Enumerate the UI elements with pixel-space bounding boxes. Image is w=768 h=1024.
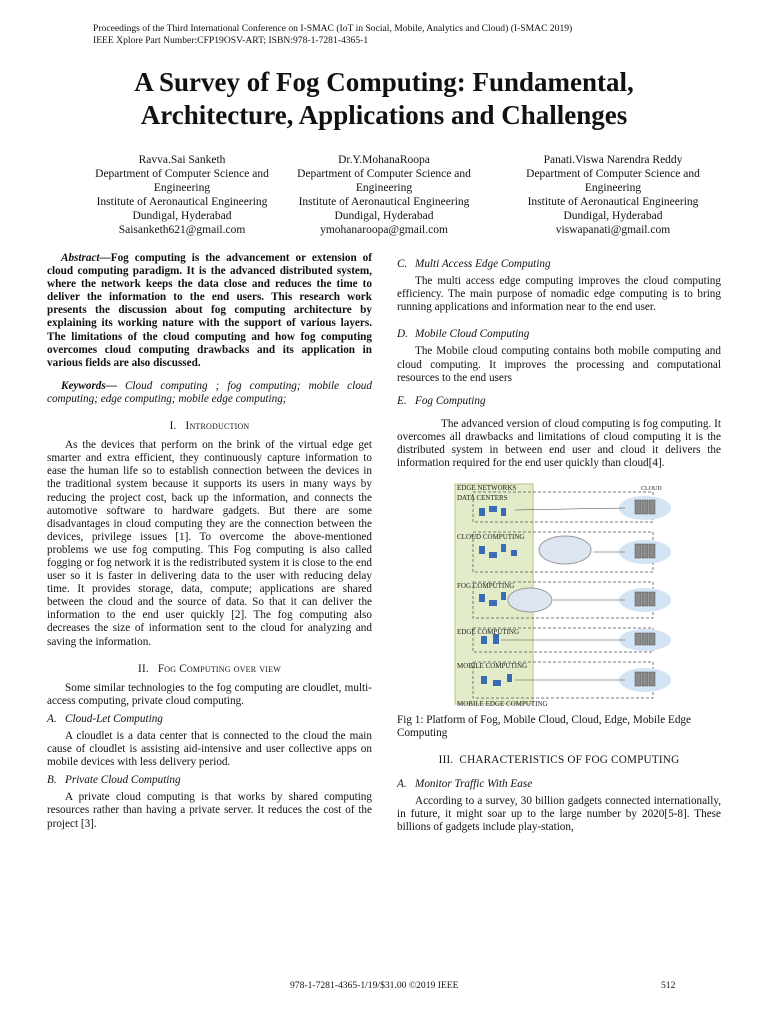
subsection-letter: A. [47, 712, 57, 725]
section-heading-3 [397, 754, 721, 767]
private-cloud-paragraph: A private cloud computing is that works by shared computing resources rather than having a private server. It reduces the cost of the project [3]. [47, 791, 372, 830]
author-email: viswapanati@gmail.com [555, 224, 671, 236]
author-dept-2: Engineering [355, 182, 413, 194]
mec-paragraph: The multi access edge computing improves the cloud computing efficiency. The main purpose of nomadic edge computing is to bring running applications and information near to the end user. [397, 275, 721, 314]
page-number: 512 [661, 980, 676, 991]
title-line-1: A Survey of Fog Computing: Fundamental, [134, 67, 634, 97]
author-block-2 [264, 153, 504, 237]
subsection-heading-a [47, 713, 372, 726]
subsection-letter: C. [397, 258, 408, 270]
author-institute: Institute of Aeronautical Engineering [298, 196, 470, 208]
section-heading-1 [47, 420, 372, 433]
author-email: Saisanketh621@gmail.com [118, 224, 246, 236]
author-location: Dundigal, Hyderabad [132, 210, 232, 222]
subsection-heading-c [397, 258, 721, 271]
footer-copyright: 978-1-7281-4365-1/19/$31.00 ©2019 IEEE [290, 980, 459, 991]
subsection-title: Mobile Cloud Computing [415, 328, 530, 341]
subsection-heading-e [397, 395, 721, 408]
subsection-title: Monitor Traffic With Ease [415, 777, 533, 790]
subsection-title: Multi Access Edge Computing [415, 258, 551, 270]
author-name: Ravva.Sai Sanketh [138, 154, 226, 166]
header-line-2: IEEE Xplore Part Number:CFP19OSV-ART; ISBN:978-1-7281-4365-1 [93, 35, 369, 46]
author-name: Panati.Viswa Narendra Reddy [543, 154, 683, 166]
section-number: III. [438, 754, 454, 767]
label-mobile-computing: MOBILE COMPUTING [457, 662, 528, 671]
label-edge-networks: EDGE NETWORKS [457, 484, 517, 493]
subsection-title: Fog Computing [415, 394, 486, 407]
label-edge-computing: EDGE COMPUTING [457, 628, 520, 637]
introduction-paragraph: As the devices that perform on the brink of the virtual edge get smarter and extra efficient, they continuously capture information to ease the human life so to establish connection between the devices in the traditional system because it supports its users in many ways by reducing the project cost, back up the information, and connects the automotive software to hardware gadgets. But there are some disadvantages in cloud computing they are the connection between the devices, privilege issues [1]. To overcome the above-mentioned problems we use fog computing. This Fog computing is also called fogging or fog network it is the redistributed system it is close to the end user so it is faster in delivering data to the user with reducing delay time. It provides storage, data, compute; applications are shared between the cloud and the source of data. So that it can deliver the information to the end user quickly [2]. The fog computing also decreases the size of information sent to the cloud for analyzing and saving the information. [47, 439, 373, 648]
section-title: Introduction [185, 420, 250, 433]
author-name: Dr.Y.MohanaRoopa [338, 154, 430, 166]
author-dept: Department of Computer Science and [297, 168, 471, 180]
subsection-letter: E. [397, 394, 407, 407]
right-column [397, 258, 721, 834]
author-dept-2: Engineering [153, 182, 211, 194]
abstract-label: Abstract [61, 252, 100, 264]
author-location: Dundigal, Hyderabad [334, 210, 434, 222]
abstract-text: Fog computing is the advancement or extension of cloud computing paradigm. It is the advanced distributed system, where the network keeps the data close and reduces the time to deliver the information to the end users. This research work presents the discussion about fog computing architecture by explaining its working nature with the support of various layers. The limitations of the cloud computing and how fog computing overcomes cloud computing drawbacks and its application in various fields are also discussed. [47, 252, 372, 369]
network-cloud-icon [539, 536, 591, 564]
figure-diagram [435, 480, 675, 708]
label-fog-computing: FOG COMPUTING [457, 582, 515, 591]
mobile-cloud-paragraph: The Mobile cloud computing contains both mobile computing and cloud computing. It improves the processing and computational resources to the end users [397, 345, 721, 384]
subsection-letter: A. [397, 777, 407, 790]
keywords-label: Keywords— [61, 379, 117, 392]
keywords [47, 380, 372, 406]
figure-caption: Fig 1: Platform of Fog, Mobile Cloud, Cloud, Edge, Mobile Edge Computing [397, 714, 691, 740]
subsection-heading-3a [397, 778, 721, 791]
figure-fog-platform [435, 480, 675, 708]
label-data-centers: DATA CENTERS [457, 494, 508, 503]
abstract-dash: — [99, 252, 111, 264]
subsection-title: Private Cloud Computing [65, 774, 181, 787]
subsection-letter: D. [397, 328, 408, 341]
section-number: I. [169, 420, 177, 433]
label-mobile-edge-computing: MOBILE EDGE COMPUTING [457, 700, 548, 709]
section-heading-2 [47, 663, 372, 676]
author-dept: Department of Computer Science and [95, 168, 269, 180]
left-column [47, 252, 372, 831]
overview-paragraph: Some similar technologies to the fog computing are cloudlet, multi-access computing, private cloud computing. [47, 681, 372, 707]
section-title: CHARACTERISTICS OF FOG COMPUTING [459, 754, 680, 767]
label-cloud-computing: CLOUD COMPUTING [457, 533, 525, 542]
subsection-title: Cloud-Let Computing [65, 712, 163, 725]
server-rack-icons [635, 500, 655, 686]
keywords-text: Cloud computing ; fog computing; mobile cloud computing; edge computing; mobile edge computing; [47, 379, 372, 405]
author-dept: Department of Computer Science and [526, 168, 700, 180]
title-line-2: Architecture, Applications and Challenges [140, 100, 628, 130]
network-cloud-icon [508, 588, 552, 612]
section-title: Fog Computing over view [157, 662, 281, 675]
cloudlet-paragraph: A cloudlet is a data center that is connected to the cloud the main cause of cloudlet is assisting aid-intensive and user collective apps on mobile devices with less delivery period. [47, 730, 372, 769]
running-header [93, 23, 572, 47]
author-institute: Institute of Aeronautical Engineering [527, 196, 699, 208]
label-cloud: CLOUD [641, 486, 662, 493]
paper-title [40, 66, 728, 132]
fog-paragraph: The advanced version of cloud computing is fog computing. It overcomes all drawbacks and limitations of cloud computing it is the distributed system in between end user and cloud it delivers the information required for the end user quickly than cloud[4]. [397, 417, 721, 470]
author-institute: Institute of Aeronautical Engineering [96, 196, 268, 208]
subsection-heading-b [47, 774, 372, 787]
header-line-1: Proceedings of the Third International Conference on I-SMAC (IoT in Social, Mobile, Analytics and Cloud) (I-SMAC 2019) [93, 23, 573, 34]
author-block-3 [493, 153, 733, 237]
abstract [47, 252, 372, 370]
author-email: ymohanaroopa@gmail.com [320, 224, 448, 236]
subsection-letter: B. [47, 774, 57, 787]
author-dept-2: Engineering [584, 182, 642, 194]
section-number: II. [138, 662, 149, 675]
monitor-traffic-paragraph: According to a survey, 30 billion gadgets connected internationally, in future, it might soar up to the large number by 2020[5-8]. These billions of gadgets include play-station, [397, 794, 721, 833]
author-location: Dundigal, Hyderabad [563, 210, 663, 222]
subsection-heading-d [397, 328, 721, 341]
